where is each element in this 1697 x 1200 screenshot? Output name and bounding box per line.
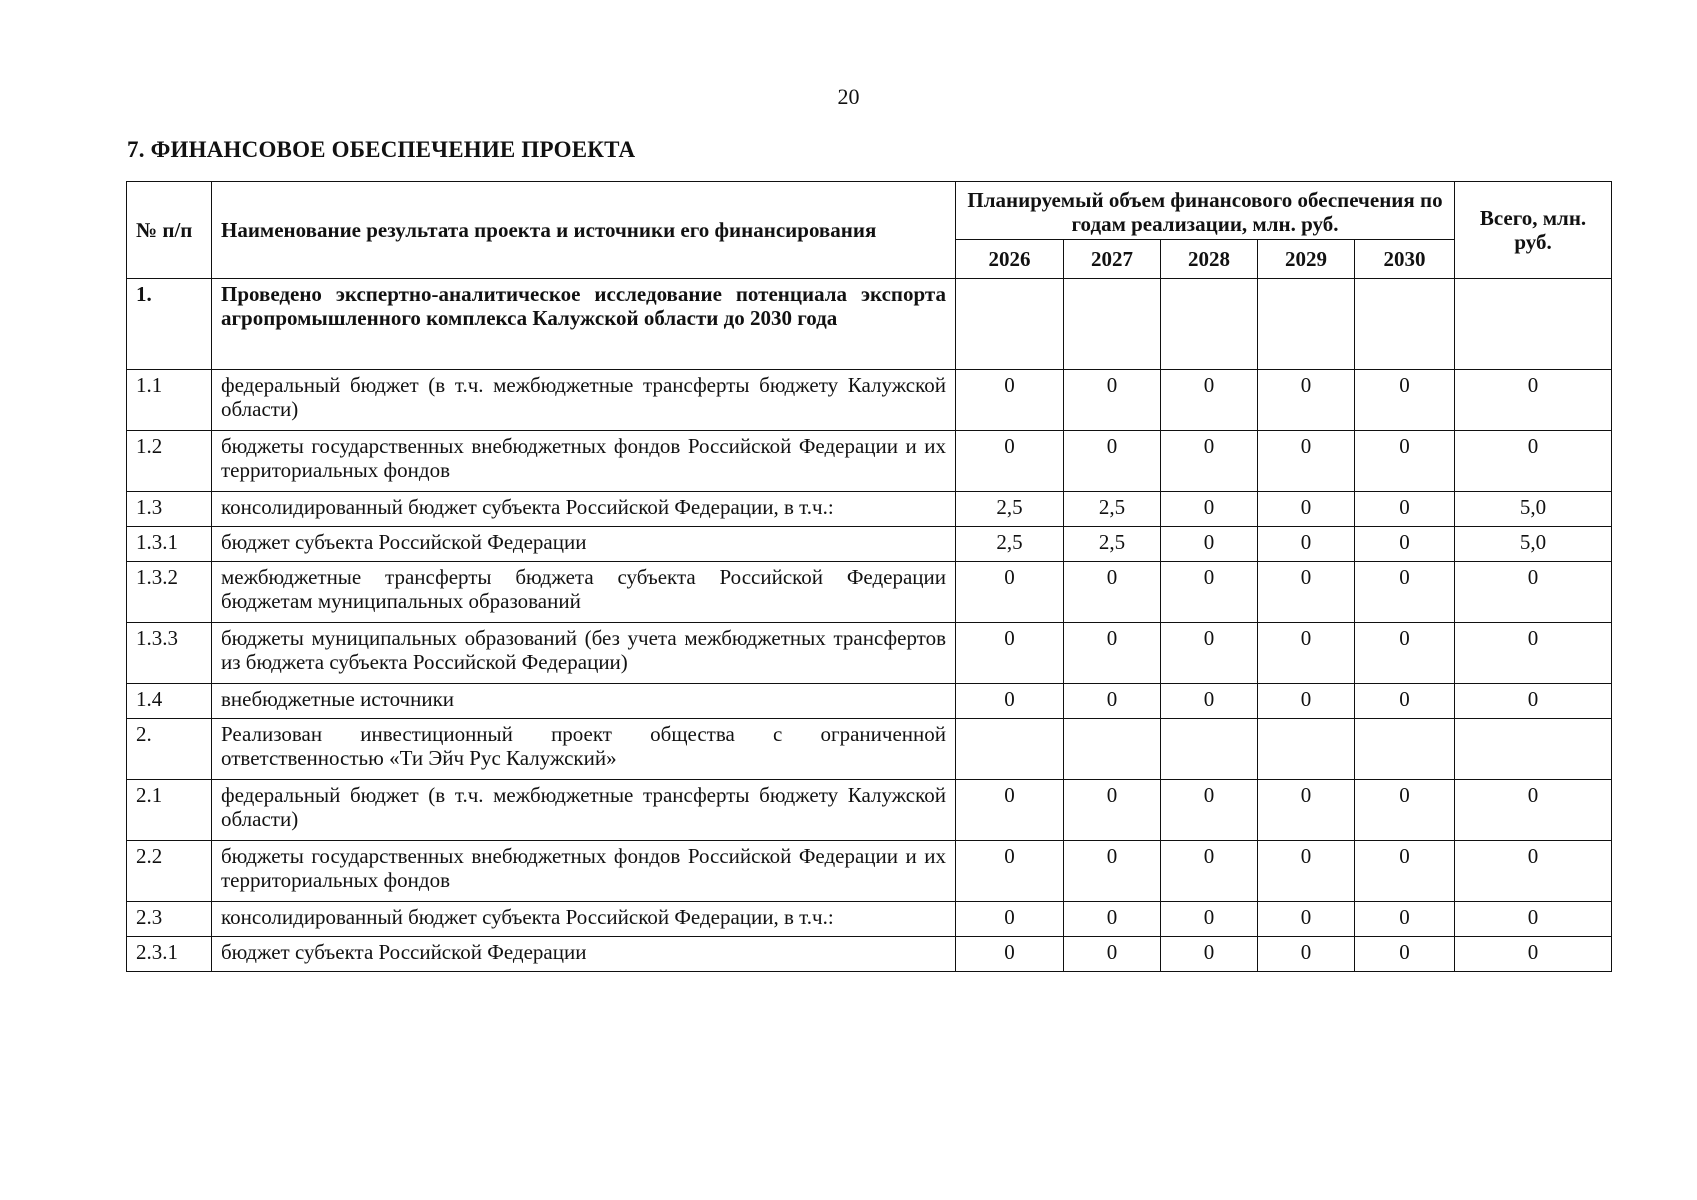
row-value: 0: [1161, 684, 1258, 719]
row-value: 2,5: [956, 492, 1064, 527]
row-value: 0: [1355, 684, 1455, 719]
row-name: межбюджетные трансферты бюджета субъекта Российской Федерации бюджетам муниципальных образований: [212, 562, 956, 623]
row-number: 1.: [127, 279, 212, 370]
row-number: 1.2: [127, 431, 212, 492]
row-value: 0: [1064, 902, 1161, 937]
row-value: 2,5: [956, 527, 1064, 562]
row-value: 0: [956, 684, 1064, 719]
row-name: консолидированный бюджет субъекта Российской Федерации, в т.ч.:: [212, 902, 956, 937]
row-value: 0: [956, 841, 1064, 902]
table-row: [127, 623, 1612, 684]
row-number: 2.2: [127, 841, 212, 902]
row-number: 1.3.2: [127, 562, 212, 623]
row-number: 2.3.1: [127, 937, 212, 972]
row-total: [1455, 719, 1612, 780]
row-value: [956, 719, 1064, 780]
row-total: 0: [1455, 684, 1612, 719]
row-value: 0: [1355, 370, 1455, 431]
table-row: [127, 279, 1612, 370]
row-name: федеральный бюджет (в т.ч. межбюджетные трансферты бюджету Калужской области): [212, 370, 956, 431]
table-row: [127, 937, 1612, 972]
row-name: Реализован инвестиционный проект общества с ограниченной ответственностью «Ти Эйч Рус Калужский»: [212, 719, 956, 780]
row-value: 0: [1064, 684, 1161, 719]
header-num: № п/п: [127, 182, 212, 279]
row-value: 0: [1161, 431, 1258, 492]
row-value: 0: [1161, 902, 1258, 937]
row-total: 0: [1455, 937, 1612, 972]
row-value: 0: [1161, 937, 1258, 972]
row-total: 0: [1455, 623, 1612, 684]
row-number: 1.4: [127, 684, 212, 719]
row-number: 1.3.1: [127, 527, 212, 562]
header-plan: Планируемый объем финансового обеспечения по годам реализации, млн. руб.: [956, 182, 1455, 240]
row-name: Проведено экспертно-аналитическое исследование потенциала экспорта агропромышленного комплекса Калужской области до 2030 года: [212, 279, 956, 370]
row-value: 0: [1258, 780, 1355, 841]
row-value: 0: [1161, 780, 1258, 841]
row-name: бюджеты государственных внебюджетных фондов Российской Федерации и их территориальных фондов: [212, 841, 956, 902]
header-total: Всего, млн. руб.: [1455, 182, 1612, 279]
row-total: 0: [1455, 902, 1612, 937]
row-total: [1455, 279, 1612, 370]
table-row: [127, 370, 1612, 431]
row-value: 0: [1258, 370, 1355, 431]
row-number: 1.1: [127, 370, 212, 431]
row-value: 0: [1258, 841, 1355, 902]
row-value: 0: [1355, 431, 1455, 492]
header-year: 2029: [1258, 240, 1355, 279]
row-name: внебюджетные источники: [212, 684, 956, 719]
row-value: 0: [1161, 623, 1258, 684]
row-total: 0: [1455, 562, 1612, 623]
row-value: 0: [956, 902, 1064, 937]
row-value: 0: [1258, 431, 1355, 492]
table-row: [127, 527, 1612, 562]
row-value: 0: [1258, 937, 1355, 972]
row-value: [1064, 719, 1161, 780]
header-year: 2028: [1161, 240, 1258, 279]
row-number: 2.: [127, 719, 212, 780]
row-value: 0: [1161, 527, 1258, 562]
row-name: бюджеты государственных внебюджетных фондов Российской Федерации и их территориальных фондов: [212, 431, 956, 492]
row-total: 5,0: [1455, 527, 1612, 562]
row-name: бюджет субъекта Российской Федерации: [212, 527, 956, 562]
row-value: [1258, 719, 1355, 780]
row-value: 0: [1064, 431, 1161, 492]
row-name: федеральный бюджет (в т.ч. межбюджетные трансферты бюджету Калужской области): [212, 780, 956, 841]
row-value: 0: [1064, 623, 1161, 684]
row-number: 1.3: [127, 492, 212, 527]
row-value: 0: [1064, 780, 1161, 841]
row-value: 0: [1258, 684, 1355, 719]
row-name: бюджет субъекта Российской Федерации: [212, 937, 956, 972]
row-name: бюджеты муниципальных образований (без учета межбюджетных трансфертов из бюджета субъекта Российской Федерации): [212, 623, 956, 684]
header-year: 2026: [956, 240, 1064, 279]
row-value: 2,5: [1064, 492, 1161, 527]
row-value: 0: [956, 370, 1064, 431]
row-value: 0: [1064, 841, 1161, 902]
row-total: 0: [1455, 370, 1612, 431]
row-value: 0: [1355, 562, 1455, 623]
row-total: 0: [1455, 780, 1612, 841]
row-value: [1355, 719, 1455, 780]
section-title: 7. ФИНАНСОВОЕ ОБЕСПЕЧЕНИЕ ПРОЕКТА: [127, 137, 636, 162]
header-year: 2030: [1355, 240, 1455, 279]
financing-table: [126, 181, 1612, 972]
table-body: [127, 279, 1612, 972]
table-row: [127, 684, 1612, 719]
row-value: 0: [1355, 841, 1455, 902]
row-value: 0: [1258, 527, 1355, 562]
row-value: 0: [1064, 937, 1161, 972]
row-number: 2.1: [127, 780, 212, 841]
row-number: 2.3: [127, 902, 212, 937]
row-value: 0: [956, 562, 1064, 623]
row-value: [1161, 719, 1258, 780]
row-value: [1064, 279, 1161, 370]
row-value: 0: [1258, 902, 1355, 937]
table-row: [127, 492, 1612, 527]
row-name: консолидированный бюджет субъекта Российской Федерации, в т.ч.:: [212, 492, 956, 527]
row-value: [956, 279, 1064, 370]
row-value: 0: [1161, 370, 1258, 431]
row-value: [1258, 279, 1355, 370]
table-row: [127, 431, 1612, 492]
table-row: [127, 719, 1612, 780]
row-value: [1355, 279, 1455, 370]
table-row: [127, 562, 1612, 623]
row-value: 0: [1355, 623, 1455, 684]
row-total: 5,0: [1455, 492, 1612, 527]
row-value: 0: [1355, 780, 1455, 841]
row-total: 0: [1455, 841, 1612, 902]
row-value: 0: [1355, 902, 1455, 937]
row-value: 0: [1355, 492, 1455, 527]
row-value: 2,5: [1064, 527, 1161, 562]
row-value: 0: [956, 937, 1064, 972]
row-value: [1161, 279, 1258, 370]
row-value: 0: [956, 431, 1064, 492]
table-row: [127, 780, 1612, 841]
row-value: 0: [1064, 562, 1161, 623]
row-value: 0: [1258, 623, 1355, 684]
header-year: 2027: [1064, 240, 1161, 279]
table-row: [127, 841, 1612, 902]
row-value: 0: [1161, 841, 1258, 902]
row-value: 0: [1258, 562, 1355, 623]
row-value: 0: [1161, 562, 1258, 623]
row-value: 0: [1258, 492, 1355, 527]
table-row: [127, 902, 1612, 937]
row-value: 0: [956, 780, 1064, 841]
row-value: 0: [1161, 492, 1258, 527]
header-name: Наименование результата проекта и источники его финансирования: [212, 182, 956, 279]
row-value: 0: [1064, 370, 1161, 431]
row-number: 1.3.3: [127, 623, 212, 684]
row-value: 0: [956, 623, 1064, 684]
table-header: [127, 182, 1612, 279]
row-total: 0: [1455, 431, 1612, 492]
page-number: 20: [837, 84, 860, 109]
row-value: 0: [1355, 527, 1455, 562]
row-value: 0: [1355, 937, 1455, 972]
